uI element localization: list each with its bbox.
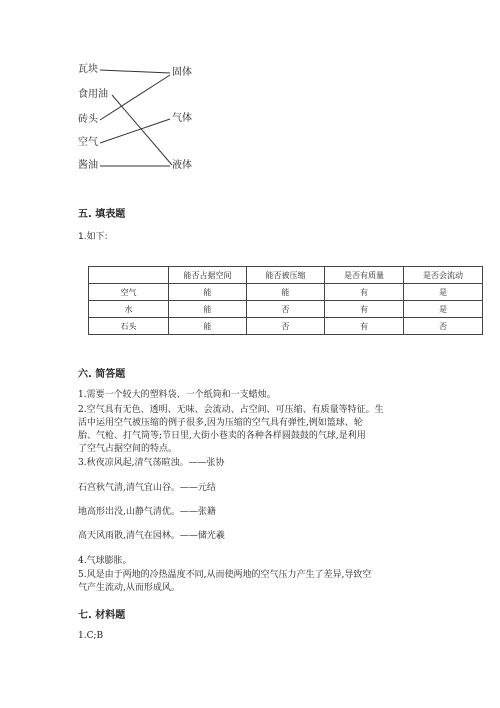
table-row [89,284,483,301]
table-cell: 否 [247,301,325,318]
answer-4: 4.气球膨胀。 [78,556,132,566]
table-cell: 是 [404,284,483,301]
answer-3: 3.秋夜凉风起,清气荡暄浊。——张协 [78,458,225,468]
table-cell: 空气 [89,284,169,301]
table-header-row [89,267,483,284]
answer-1: 1.需要一个较大的塑料袋、一个纸筒和一支蜡烛。 [78,390,276,400]
poem-line-2: 地高形出没,山静气清优。——张籍 [78,507,216,517]
answer-5-line1: 5.风是由于两地的冷热温度不同,从而使两地的空气压力产生了差异,导致空 [78,570,372,580]
table-cell: 是 [404,301,483,318]
answer-2-line1: 2.空气具有无色、透明、无味、会流动、占空间、可压缩、有质量等特征。生 [78,405,384,415]
table-header-cell: 能否占据空间 [169,267,247,284]
match-left-wakuai: 瓦块 [78,64,98,75]
table-row [89,301,483,318]
table-header-cell: 是否会流动 [404,267,483,284]
match-right-qiti: 气体 [172,113,192,124]
answer-2-line3: 胎、气枪、打气筒等;节日里,大街小巷卖的各种各样圆鼓鼓的气球,是利用 [78,431,366,441]
table-cell: 有 [325,318,404,335]
match-left-shiyongyou: 食用油 [78,89,108,100]
poem-line-3: 高天风雨散,清气在园林。——储光羲 [78,531,225,541]
match-left-jiangyou: 酱油 [78,160,98,171]
line-wakuai-guti [100,70,170,73]
line-zhuantou-guti [100,75,170,120]
properties-table [88,266,483,335]
match-right-yeti: 液体 [172,160,192,171]
table-cell: 有 [325,284,404,301]
table-cell: 否 [247,318,325,335]
matching-lines [0,0,500,190]
section5-title: 五. 填表题 [78,209,126,220]
table-row [89,318,483,335]
table-cell: 能 [247,284,325,301]
table-header-cell: 是否有质量 [325,267,404,284]
table-cell: 否 [404,318,483,335]
table-header-cell [89,267,169,284]
material-answer: 1.C;B [78,631,104,641]
table-cell: 有 [325,301,404,318]
answer-2-line2: 活中运用空气被压缩的例子很多,因为压缩的空气具有弹性,例如篮球、轮 [78,418,363,428]
line-shiyongyou-yeti [112,95,172,165]
table-header-cell: 能否被压缩 [247,267,325,284]
match-left-kongqi: 空气 [78,137,98,148]
section5-subtitle: 1.如下: [78,232,108,242]
table-cell: 能 [169,318,247,335]
poem-line-1: 石宫秋气清,清气宜山谷。——元结 [78,483,216,493]
section6-title: 六. 简答题 [78,369,126,380]
table-cell: 水 [89,301,169,318]
table-cell: 能 [169,284,247,301]
answer-2-line4: 了空气占据空间的特点。 [78,444,178,454]
answer-5-line2: 气产生流动,从而形成风。 [78,583,180,593]
match-right-guti: 固体 [172,67,192,78]
match-left-zhuantou: 砖头 [78,114,98,125]
section7-title: 七. 材料题 [78,610,126,621]
table-cell: 石头 [89,318,169,335]
table-cell: 能 [169,301,247,318]
